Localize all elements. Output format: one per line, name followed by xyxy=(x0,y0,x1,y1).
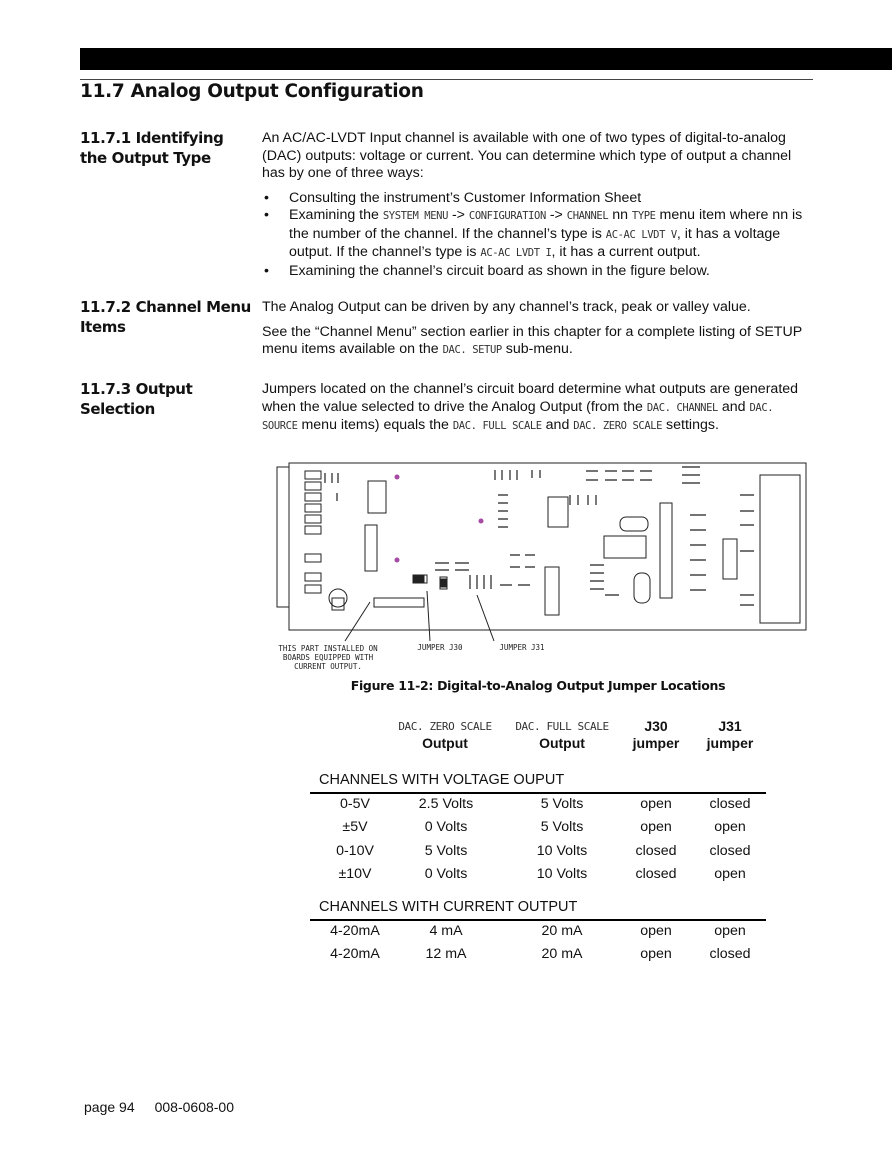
page-number: page 94 xyxy=(84,1099,135,1115)
subsection-heading-identifying: 11.7.1 Identifying the Output Type xyxy=(80,129,224,167)
table-cell: open xyxy=(714,819,746,836)
menu-term: DAC. SETUP xyxy=(442,344,502,356)
table-section-current: CHANNELS WITH CURRENT OUTPUT xyxy=(319,899,578,915)
table-cell: open xyxy=(640,819,672,836)
left-components xyxy=(305,471,737,615)
list-item: • Examining the channel’s circuit board as shown in the figure below. xyxy=(262,263,814,281)
menu-term: SYSTEM MENU xyxy=(382,210,448,222)
table-cell: closed xyxy=(709,796,751,812)
document-number: 008-0608-00 xyxy=(154,1099,235,1115)
callout-line-j31 xyxy=(477,595,494,641)
table-cell: open xyxy=(714,923,746,939)
table-cell: open xyxy=(640,796,672,812)
subsection-body-output-selection xyxy=(262,381,814,443)
board-label-j30: J30 xyxy=(414,575,424,581)
callout-part-line: CURRENT OUTPUT. xyxy=(294,662,362,671)
paragraph: The Analog Output can be driven by any channel’s track, peak or valley value. xyxy=(262,299,751,315)
circuit-board-figure xyxy=(270,455,815,680)
table-cell: 0 Volts xyxy=(424,819,468,836)
table-cell: 5 Volts xyxy=(540,819,584,836)
table-cell: 20 mA xyxy=(541,946,583,963)
table-section-voltage: CHANNELS WITH VOLTAGE OUPUT xyxy=(319,772,565,788)
table-cell: 5 Volts xyxy=(424,842,468,859)
menu-term: AC-AC LVDT I xyxy=(480,247,552,259)
menu-term: TYPE xyxy=(631,210,656,222)
table-cell: 12 mA xyxy=(425,946,467,963)
table-cell: 0-5V xyxy=(340,796,370,812)
table-rule xyxy=(310,919,766,921)
table-cell: ±5V xyxy=(342,819,368,836)
table-cell: closed xyxy=(635,842,677,859)
table-cell: 2.5 Volts xyxy=(418,796,474,812)
menu-term: DAC. FULL SCALE xyxy=(452,420,542,432)
callout-part-line: THIS PART INSTALLED ON xyxy=(278,644,378,653)
paragraph: See the “Channel Menu” section earlier in this chapter for a complete listing of SETUP menu items available on the DAC. SETUP sub-menu. xyxy=(262,323,802,357)
list-item: • Examining the SYSTEM MENU -> CONFIGURATION -> CHANNEL nn TYPE menu item where nn is the number of the channel. If the channel’s type is AC-AC LVDT V, it has a voltage output. If the channel’s type is AC-AC LVDT I, it has a current output. xyxy=(262,207,814,263)
table-cell: 4-20mA xyxy=(330,946,380,963)
table-cell: closed xyxy=(709,946,751,963)
table-rule xyxy=(310,792,766,794)
paragraph: Jumpers located on the channel’s circuit board determine what outputs are generated when the value selected to drive the Analog Output (from the DAC. CHANNEL and DAC. SOURCE menu items) equals the DAC. FULL SCALE and DAC. ZERO SCALE settings. xyxy=(262,381,799,433)
table-cell: 0 Volts xyxy=(424,865,468,882)
resistor-traces xyxy=(325,467,754,605)
table-cell: open xyxy=(640,923,672,939)
callout-line-j30 xyxy=(427,591,430,641)
table-cell: open xyxy=(640,946,672,963)
table-cell: 20 mA xyxy=(541,923,583,939)
subsection-heading-channel-menu: 11.7.2 Channel Menu Items xyxy=(80,298,251,336)
section-title: 11.7 Analog Output Configuration xyxy=(80,81,424,102)
subsection-heading-output-selection: 11.7.3 Output Selection xyxy=(80,380,193,418)
table-cell: 0-10V xyxy=(336,842,374,859)
left-connector xyxy=(277,467,289,607)
table-cell: open xyxy=(714,865,746,882)
subsection-body-identifying xyxy=(262,130,814,280)
table-cell: 4-20mA xyxy=(330,923,380,939)
menu-term: DAC. CHANNEL xyxy=(646,401,718,414)
mounting-holes xyxy=(395,475,484,563)
table-cell: 5 Volts xyxy=(540,796,584,812)
callout-part-line: BOARDS EQUIPPED WITH xyxy=(282,653,374,662)
list-item: • Consulting the instrument’s Customer Information Sheet xyxy=(262,190,814,208)
menu-term: DAC. SOURCE xyxy=(262,401,774,432)
jumper-j31-block xyxy=(441,579,446,587)
header-rule xyxy=(80,79,813,80)
intro-paragraph: An AC/AC-LVDT Input channel is available with one of two types of digital-to-analog (DAC) outputs: voltage or current. You can determine which type of output a channel has by one of three ways: xyxy=(262,130,792,181)
header-bar xyxy=(80,48,892,70)
right-connector xyxy=(760,475,800,623)
board-outline xyxy=(289,463,806,630)
menu-term: AC-AC LVDT V xyxy=(605,228,677,241)
menu-term: DAC. ZERO SCALE xyxy=(573,420,663,432)
callout-j30: JUMPER J30 xyxy=(417,643,463,652)
column-header-j30: J30 jumper xyxy=(632,718,680,751)
table-cell: 4 mA xyxy=(429,923,463,939)
callout-j31: JUMPER J31 xyxy=(499,643,545,652)
method-list xyxy=(262,190,814,281)
table-cell: closed xyxy=(709,842,751,859)
figure-caption: Figure 11-2: Digital-to-Analog Output Jumper Locations xyxy=(350,678,726,693)
column-header-j31: J31 jumper xyxy=(706,718,754,751)
table-cell: 10 Volts xyxy=(536,842,588,859)
table-cell: ±10V xyxy=(338,865,372,882)
menu-term: CONFIGURATION xyxy=(468,210,546,222)
table-cell: closed xyxy=(635,865,677,882)
current-output-part xyxy=(374,598,424,607)
column-header-full-scale: DAC. FULL SCALE Output xyxy=(515,720,609,751)
page-footer xyxy=(84,1099,234,1115)
table-cell: 10 Volts xyxy=(536,865,588,882)
column-header-zero-scale: DAC. ZERO SCALE Output xyxy=(398,720,492,751)
callout-line-part xyxy=(345,602,370,641)
subsection-body-channel-menu xyxy=(262,299,814,367)
menu-term: CHANNEL xyxy=(566,210,609,222)
